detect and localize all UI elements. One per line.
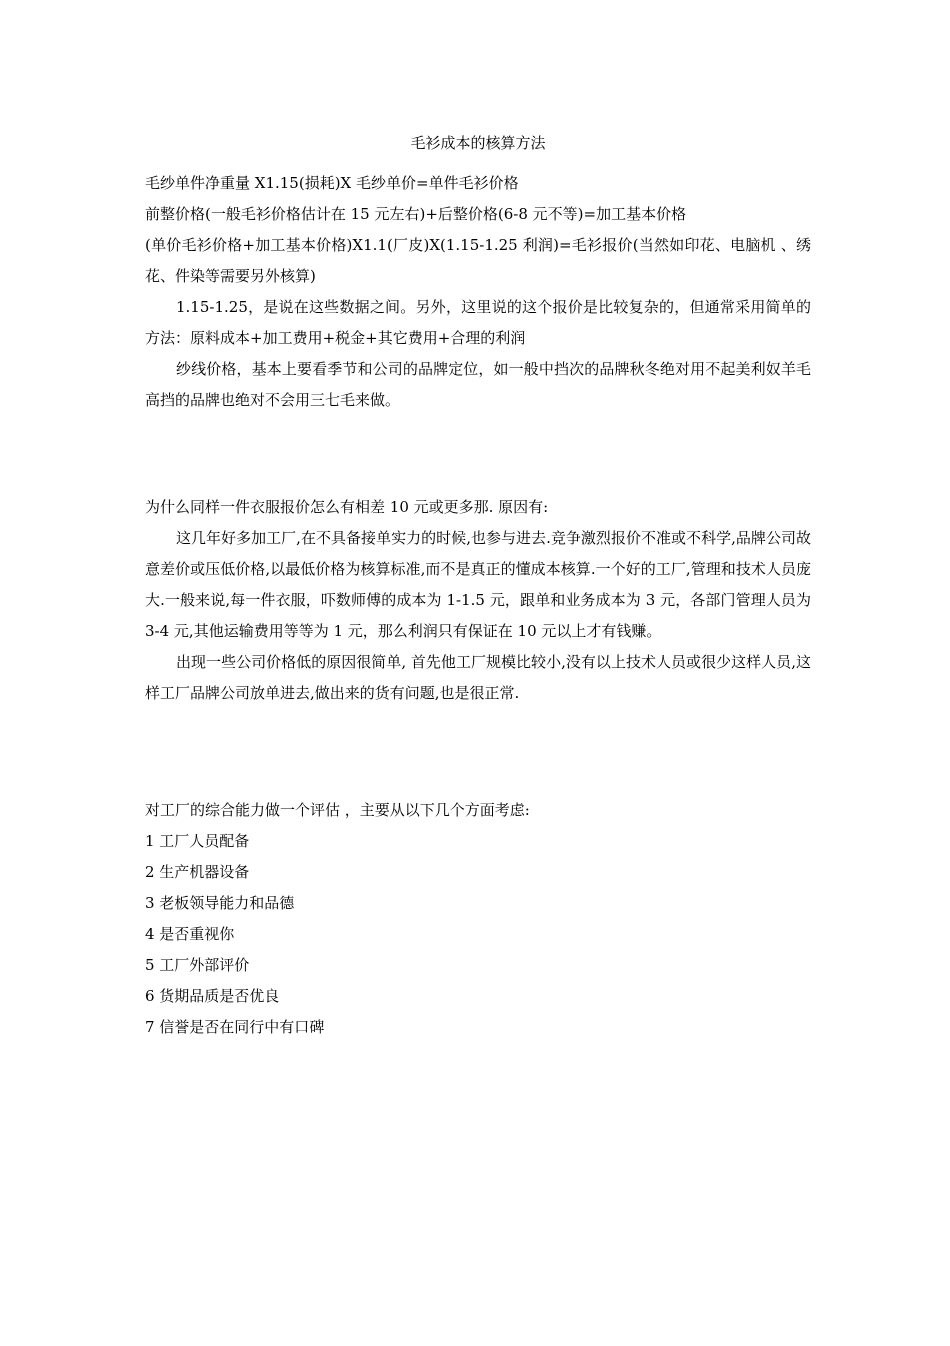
evaluation-list xyxy=(145,826,811,1043)
document-body xyxy=(145,128,811,1043)
list-item: 2 生产机器设备 xyxy=(145,863,250,881)
list-item: 7 信誉是否在同行中有口碑 xyxy=(145,1018,325,1036)
reason-paragraph-2: 出现一些公司价格低的原因很简单, 首先他工厂规模比较小,没有以上技术人员或很少这样人员,这样工厂品牌公司放单进去,做出来的货有问题,也是很正常. xyxy=(145,653,811,702)
question-paragraph: 为什么同样一件衣服报价怎么有相差 10 元或更多那. 原因有: xyxy=(145,498,549,516)
document-title: 毛衫成本的核算方法 xyxy=(410,134,546,152)
list-item: 3 老板领导能力和品德 xyxy=(145,894,295,912)
formula-paragraph-2: 前整价格(一般毛衫价格估计在 15 元左右)+后整价格(6-8 元不等)=加工基本价格 xyxy=(145,205,687,223)
list-item: 1 工厂人员配备 xyxy=(145,832,250,850)
reason-paragraph-1: 这几年好多加工厂,在不具备接单实力的时候,也参与进去.竞争激烈报价不准或不科学,品牌公司故意差价或压低价格,以最低价格为核算标准,而不是真正的懂成本核算.一个好的工厂,管理和技术人员庞大.一般来说,每一件衣服，吓数师傅的成本为 1-1.5 元，跟单和业务成本为 3 元，各部门管理人员为 3-4 元,其他运输费用等等为 1 元，那么利润只有保证在 10 元以上才有钱赚。 xyxy=(145,529,811,640)
evaluation-intro: 对工厂的综合能力做一个评估 ，主要从以下几个方面考虑: xyxy=(145,801,530,819)
explanation-paragraph: 1.15-1.25，是说在这些数据之间。另外，这里说的这个报价是比较复杂的，但通常采用简单的方法：原料成本+加工费用+税金+其它费用+合理的利润 xyxy=(145,298,811,347)
yarn-price-paragraph: 纱线价格，基本上要看季节和公司的品牌定位，如一般中挡次的品牌秋冬绝对用不起美利奴羊毛 高挡的品牌也绝对不会用三七毛来做。 xyxy=(145,360,811,409)
section-spacer xyxy=(145,416,811,492)
list-item: 5 工厂外部评价 xyxy=(145,956,250,974)
section-spacer xyxy=(145,709,811,795)
formula-paragraph-3: (单价毛衫价格+加工基本价格)X1.1(厂皮)X(1.15-1.25 利润)=毛衫报价(当然如印花、电脑机 、绣花、件染等需要另外核算) xyxy=(145,236,811,285)
list-item: 4 是否重视你 xyxy=(145,925,235,943)
list-item: 6 货期品质是否优良 xyxy=(145,987,280,1005)
formula-paragraph-1: 毛纱单件净重量 X1.15(损耗)X 毛纱单价=单件毛衫价格 xyxy=(145,174,519,192)
